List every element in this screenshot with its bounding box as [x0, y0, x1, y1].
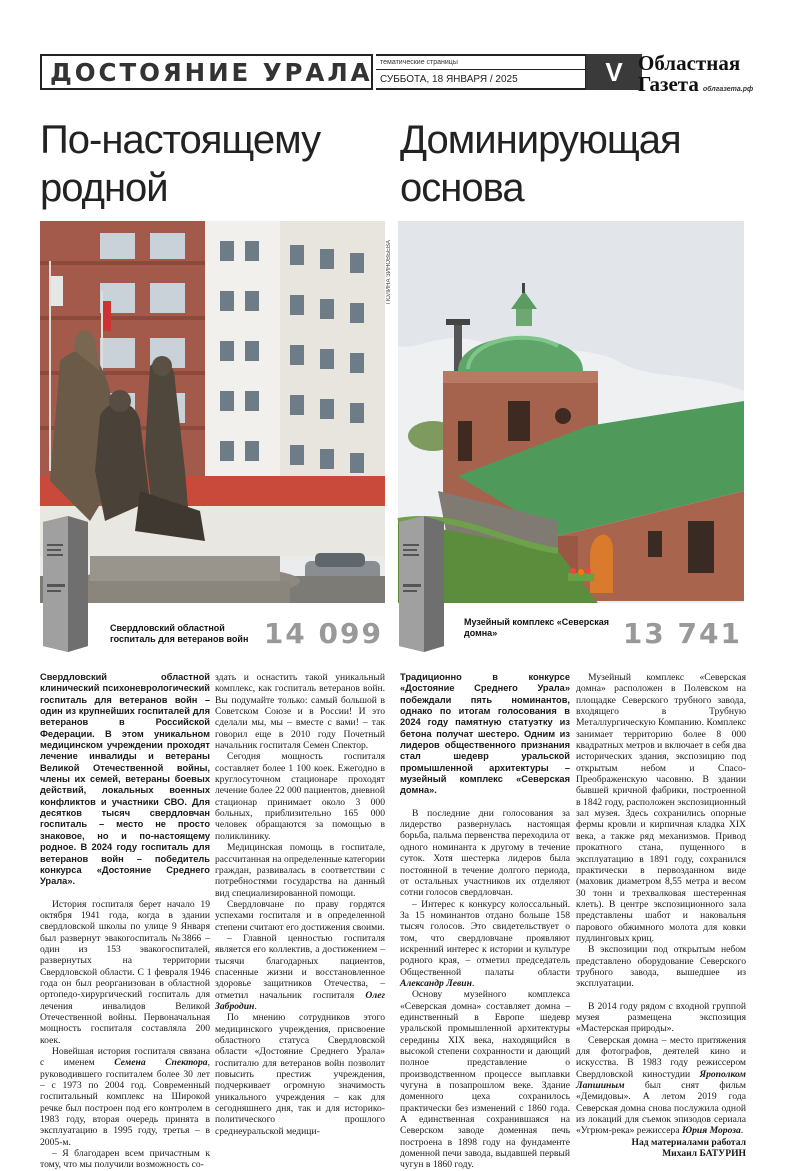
museum-photo-illustration [398, 221, 744, 603]
right-vote-count: 13 741 [622, 617, 742, 650]
logo-line1: Областная [638, 51, 741, 75]
person-name: Ярополком Лапшиным [576, 1068, 746, 1092]
paragraph: По мнению сотрудников этого медицинского учреждения, присвоение областного статуса Свердловской области «Достояние Среднего Урала» госпиталю для ветеранов войн позволит повысить престиж учреждения, подчеркивает огромную значимость уникального учреждения – как для сегодняшнего дня, так и для историко-политического прошлого среднеуральской медици- [215, 1012, 385, 1137]
paragraph: В последние дни голосования за лидерство развернулась настоящая борьба, пальма первенства переходила от одного номинанта к другому в течение суток. Хотя шестерка лидеров была постоянной в течение долгого периода, от остальных участников их отделяют сотни голосов свердловчан. [400, 807, 570, 899]
text-span: . [740, 1125, 744, 1137]
paragraph [576, 1035, 746, 1137]
museum-photo [398, 221, 744, 603]
text-column-3 [400, 672, 570, 1171]
paragraph: Музейный комплекс «Северская домна» расположен в Полевском на площадке Северского трубного завода, входящего в Трубную Металлургическую Компанию. Комплекс занимает территорию более 8 000 квадратных метров и включает в себя два исторических здания, экспозицию под открытым небом и Спасо-Преображенскую часовню. В здании бывшей кричной фабрики, построенной в 1842 году, расположен экспозиционный зал музея. Здесь сохранились опорные фермы кровли и кирпичная кладка XIX века, а также ряд механизмов. Привод прокатного стана, пущенного в эксплуатацию в 1891 году, сохранился практически в первозданном виде (маховик диаметром 8,55 метра и весом 30 тонн и трехвалковая шестеренная клеть). В центре экспозиционного зала представлены шабот и наковальня парового обжимного молота для ковки пудлинговых криц. [576, 672, 746, 944]
author-credit-line: Над материалами работал [631, 1136, 746, 1148]
text-span: – Главной ценностью госпиталя является его коллектив, а достижением – тысячи благодарных пациентов, спасенные жизни и восстановленное здоровье защитников Отечества, – отметил начальник госпиталя [215, 932, 385, 1001]
paragraph: В экспозиции под открытым небом представлено оборудование Северского трубного завода, вышедшее из эксплуатации. [576, 944, 746, 990]
person-name: Олег Забродин [215, 989, 385, 1012]
person-name: Александр Левин [400, 977, 472, 989]
left-headline-line1: По-настоящему [40, 118, 321, 162]
page-header [40, 51, 754, 96]
text-span: Северская домна – место притяжения для фотографов, деятелей кино и искусства. В 1983 году режиссером Свердловской киностудии [576, 1034, 746, 1080]
paragraph: Основу музейного комплекса «Северская домна» составляет домна – единственный в Европе шедевр уральской промышленной архитектуры середины XIX века, находящийся в высокой степени сохранности и дающий полное представление о производственном процессе выплавки чугуна в позапрошлом веке. Здание доменного цеха сохранилось практически без изменений с 1860 года. А единственная сохранившаяся на Северском заводе доменная печь построена в 1898 году на фундаменте доменной печи завода, выдавшей первый чугун в 1860 году. [400, 989, 570, 1171]
text-column-2 [215, 672, 385, 1137]
text-column-1 [40, 672, 210, 1171]
left-vote-count: 14 099 [263, 617, 383, 650]
text-span: . [254, 1000, 257, 1012]
paragraph: Сегодня мощность госпиталя составляет более 1 100 коек. Ежегодно в круглосуточном стационаре проходят лечение более 22 000 пациентов, дневной стационар принимает около 3 000 больных, приблизительно 165 000 человек обращаются за помощью в поликлинику. [215, 751, 385, 842]
left-headline [40, 116, 380, 212]
right-photo-caption: Музейный комплекс «Северская домна» [464, 617, 609, 638]
text-span: . [471, 977, 475, 989]
photo-credit: ПОЛИНА ЗИНОВЬЕВА [386, 240, 392, 304]
rubric-box [40, 54, 373, 90]
person-name: Семена Спектора [114, 1057, 208, 1069]
left-article-lead: Свердловский областной клинический психоневрологический госпиталь для ветеранов войн – один из крупнейших госпиталей для ветеранов в Российской Федерации. В этом уникальном медицинском учреждении проходят лечение инвалиды и ветераны Великой Отечественной войны, члены их семей, ветераны боевых действий, локальных военных конфликтов и участники СВО. Для десятков тысяч свердловчан госпиталь – место не просто знаковое, но и по-настоящему родное. В 2024 году госпиталь для ветеранов войн – победитель конкурса «Достояние Среднего Урала». [40, 672, 210, 887]
left-photo-caption: Свердловский областной госпиталь для ветеранов войн [110, 623, 249, 644]
left-headline-line2: родной [40, 166, 168, 210]
right-headline-line1: Доминирующая [400, 118, 681, 162]
text-span: – Интерес к конкурсу колоссальный. За 15 номинантов отдано больше 158 тысяч голосов. Это свидетельствует о том, что свердловчане проявляют искренний интерес к истории и культуре родного края, – отметил председатель Общественной палаты области [400, 898, 570, 978]
paragraph [40, 1046, 210, 1148]
text-column-4 [576, 672, 746, 1159]
text-span: Новейшая история госпиталя связана с именем [40, 1046, 210, 1069]
author-name: Михаил БАТУРИН [662, 1148, 746, 1160]
logo-line2 [638, 74, 752, 100]
paragraph: История госпиталя берет начало 19 октября 1941 года, когда в здании свердловской школы по улице 9 Января был развернут эвакогоспиталь №3866 – один из 153 эвакогоспиталей, развернутых на территории Свердловской области. С 1 февраля 1946 года он был реорганизован в областной ортопедо-хирургический госпиталь для лечения инвалидов Великой Отечественной войны. Первоначальная мощность госпиталя составляла 200 коек. [40, 898, 210, 1046]
right-headline-line2: основа [400, 166, 524, 210]
right-caption-strip [398, 603, 744, 655]
paragraph: здать и оснастить такой уникальный комплекс, как госпиталь ветеранов войн. Вы подумайте только: самый большой в Советском Союзе и в России! И это сделали мы, мы – вместе с вами! – так говорил еще в 2010 году Почетный начальник госпиталя Семен Спектор. [215, 672, 385, 752]
text-span: был снят фильм «Демидовы». А летом 2019 года Северская домна снова послужила одной из локаций для съемок эпизодов сериала «Угрюм-река» режиссера [576, 1080, 746, 1137]
left-caption-strip [40, 603, 385, 655]
newspaper-logo [632, 52, 752, 100]
paragraph: В 2014 году рядом с входной группой музея размещена экспозиция «Мастерская природы». [576, 1000, 746, 1035]
paragraph: Свердловчане по праву гордятся успехами госпиталя и в определенной степени считают его достижения своими. [215, 898, 385, 933]
section-label: тематические страницы [376, 54, 586, 70]
page-number: V [586, 54, 642, 90]
logo-site: облгазета.рф [702, 86, 754, 93]
paragraph [400, 899, 570, 990]
issue-date: СУББОТА, 18 ЯНВАРЯ / 2025 [376, 70, 586, 90]
right-article-lead: Традиционно в конкурсе «Достояние Среднего Урала» побеждали пять номинантов, однако по итогам голосования в 2024 году памятную статуэтку из бетона получат шестеро. Одним из лидеров общественного признания стал шедевр уральской промышленной архитектуры – музейный комплекс «Северская домна». [400, 672, 570, 796]
paragraph [215, 933, 385, 1012]
logo-line2-text: Газета [638, 72, 699, 96]
text-span: , руководившего госпиталем более 30 лет – с 1973 по 2004 год. Современный госпитальный комплекс на Широкой речке был построен под его контролем в 1983 году, вторая очередь принята в эксплуатацию в 1995 году, третья – в 2005-м. [40, 1057, 210, 1148]
paragraph: Медицинская помощь в госпитале, рассчитанная на определенные категории граждан, развивалась в соответствии с потребностями государства на данный вид специализированной помощи. [215, 842, 385, 899]
rubric-title: ДОСТОЯНИЕ УРАЛА [50, 58, 373, 87]
person-name: Юрия Мороза [681, 1125, 741, 1137]
paragraph: – Я благодарен всем причастным к тому, что мы получили возможность со- [40, 1148, 210, 1171]
